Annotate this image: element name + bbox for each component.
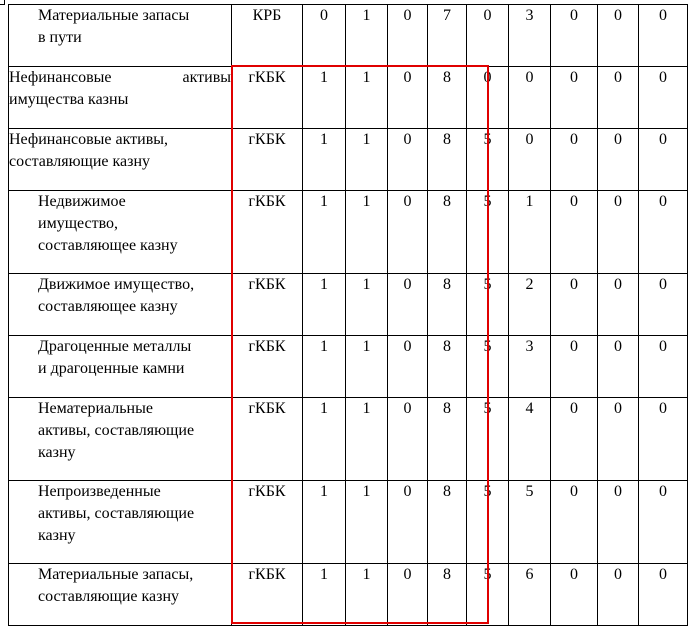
digit-cell: 4 [509, 398, 551, 481]
digit-cell: 0 [598, 5, 639, 67]
table-row [9, 274, 688, 336]
digit-cell: 5 [467, 274, 509, 336]
digit-cell: 1 [346, 191, 388, 274]
digit-cell: 3 [509, 336, 551, 398]
digit-cell: 0 [467, 5, 509, 67]
corner-mark [0, 0, 5, 5]
digit-cell: 0 [551, 481, 598, 564]
digit-cell: 0 [639, 564, 688, 626]
account-name-cell [9, 336, 232, 398]
table-row [9, 481, 688, 564]
kbk-cell: гКБК [232, 67, 303, 129]
digit-cell: 0 [598, 67, 639, 129]
account-name-line: Движимое имущество, [38, 276, 195, 293]
account-name-line: составляющие казну [38, 588, 180, 605]
digit-cell: 0 [639, 67, 688, 129]
account-name-line: Нефинансовые активы, [9, 131, 169, 148]
digit-cell: 2 [509, 274, 551, 336]
digit-cell: 0 [388, 274, 428, 336]
digit-cell: 1 [509, 191, 551, 274]
digit-cell: 5 [509, 481, 551, 564]
digit-cell: 0 [639, 5, 688, 67]
digit-cell: 0 [388, 481, 428, 564]
account-name-line: активы, составляющие [38, 422, 195, 439]
digit-cell: 0 [598, 274, 639, 336]
digit-cell: 5 [467, 481, 509, 564]
accounts-table [8, 4, 688, 626]
account-name-line: Материальные запасы [38, 7, 190, 24]
digit-cell: 0 [551, 67, 598, 129]
account-name-line: составляющее казну [38, 237, 178, 254]
digit-cell: 1 [303, 129, 346, 191]
kbk-cell: КРБ [232, 5, 303, 67]
digit-cell: 1 [303, 481, 346, 564]
table-row [9, 67, 688, 129]
table-row [9, 129, 688, 191]
digit-cell: 0 [598, 336, 639, 398]
digit-cell: 1 [346, 129, 388, 191]
digit-cell: 1 [303, 564, 346, 626]
digit-cell: 0 [551, 336, 598, 398]
digit-cell: 0 [388, 564, 428, 626]
account-name-line: составляющее казну [38, 298, 178, 315]
digit-cell: 0 [303, 5, 346, 67]
table-row [9, 5, 688, 67]
digit-cell: 0 [639, 481, 688, 564]
digit-cell: 8 [428, 129, 467, 191]
digit-cell: 0 [598, 129, 639, 191]
account-name-cell [9, 191, 232, 274]
kbk-cell: гКБК [232, 191, 303, 274]
digit-cell: 0 [388, 67, 428, 129]
account-name-cell [9, 274, 232, 336]
digit-cell: 0 [551, 274, 598, 336]
digit-cell: 1 [303, 67, 346, 129]
digit-cell: 1 [346, 481, 388, 564]
digit-cell: 0 [598, 191, 639, 274]
digit-cell: 0 [551, 398, 598, 481]
digit-cell: 1 [346, 336, 388, 398]
digit-cell: 0 [639, 191, 688, 274]
digit-cell: 1 [303, 274, 346, 336]
digit-cell: 0 [509, 67, 551, 129]
digit-cell: 0 [388, 398, 428, 481]
account-name-line: в пути [38, 29, 82, 46]
digit-cell: 5 [467, 564, 509, 626]
digit-cell: 6 [509, 564, 551, 626]
digit-cell: 0 [551, 564, 598, 626]
account-name-line: Недвижимое [38, 193, 126, 210]
digit-cell: 0 [639, 336, 688, 398]
account-name-cell [9, 398, 232, 481]
digit-cell: 1 [303, 398, 346, 481]
account-name-cell [9, 481, 232, 564]
digit-cell: 0 [551, 191, 598, 274]
digit-cell: 0 [598, 398, 639, 481]
digit-cell: 1 [303, 336, 346, 398]
account-name-line: Непроизведенные [38, 483, 161, 500]
digit-cell: 5 [467, 336, 509, 398]
digit-cell: 8 [428, 67, 467, 129]
account-name-cell [9, 564, 232, 626]
digit-cell: 0 [598, 481, 639, 564]
table-row [9, 191, 688, 274]
account-name-cell [9, 67, 232, 129]
account-name-cell [9, 5, 232, 67]
digit-cell: 0 [388, 5, 428, 67]
digit-cell: 0 [509, 129, 551, 191]
digit-cell: 1 [346, 564, 388, 626]
digit-cell: 8 [428, 564, 467, 626]
account-name-line: Материальные запасы, [38, 566, 194, 583]
account-name-cell [9, 129, 232, 191]
account-name-line: составляющие казну [9, 153, 151, 170]
digit-cell: 0 [388, 129, 428, 191]
digit-cell: 0 [467, 67, 509, 129]
digit-cell: 8 [428, 398, 467, 481]
digit-cell: 0 [551, 129, 598, 191]
digit-cell: 0 [598, 564, 639, 626]
account-name-line: Нефинансовые активы [9, 69, 231, 86]
digit-cell: 8 [428, 481, 467, 564]
kbk-cell: гКБК [232, 129, 303, 191]
account-name-line: Драгоценные металлы [38, 338, 192, 355]
account-name-line: казну [38, 527, 76, 544]
digit-cell: 0 [639, 398, 688, 481]
digit-cell: 8 [428, 336, 467, 398]
kbk-cell: гКБК [232, 481, 303, 564]
kbk-cell: гКБК [232, 398, 303, 481]
digit-cell: 7 [428, 5, 467, 67]
digit-cell: 5 [467, 398, 509, 481]
digit-cell: 0 [388, 336, 428, 398]
digit-cell: 5 [467, 191, 509, 274]
table-row [9, 564, 688, 626]
account-name-line: Нематериальные [38, 400, 153, 417]
digit-cell: 0 [388, 191, 428, 274]
digit-cell: 1 [346, 398, 388, 481]
digit-cell: 0 [639, 129, 688, 191]
digit-cell: 3 [509, 5, 551, 67]
account-name-line: активы, составляющие [38, 505, 195, 522]
digit-cell: 0 [551, 5, 598, 67]
digit-cell: 1 [346, 67, 388, 129]
digit-cell: 0 [639, 274, 688, 336]
kbk-cell: гКБК [232, 274, 303, 336]
account-name-line: имущества казны [9, 91, 129, 108]
kbk-cell: гКБК [232, 336, 303, 398]
digit-cell: 1 [346, 274, 388, 336]
account-name-line: имущество, [38, 215, 119, 232]
digit-cell: 1 [303, 191, 346, 274]
digit-cell: 8 [428, 274, 467, 336]
account-name-line: и драгоценные камни [38, 360, 185, 377]
digit-cell: 1 [346, 5, 388, 67]
table-row [9, 336, 688, 398]
account-name-line: казну [38, 444, 76, 461]
table-row [9, 398, 688, 481]
digit-cell: 8 [428, 191, 467, 274]
kbk-cell: гКБК [232, 564, 303, 626]
digit-cell: 5 [467, 129, 509, 191]
